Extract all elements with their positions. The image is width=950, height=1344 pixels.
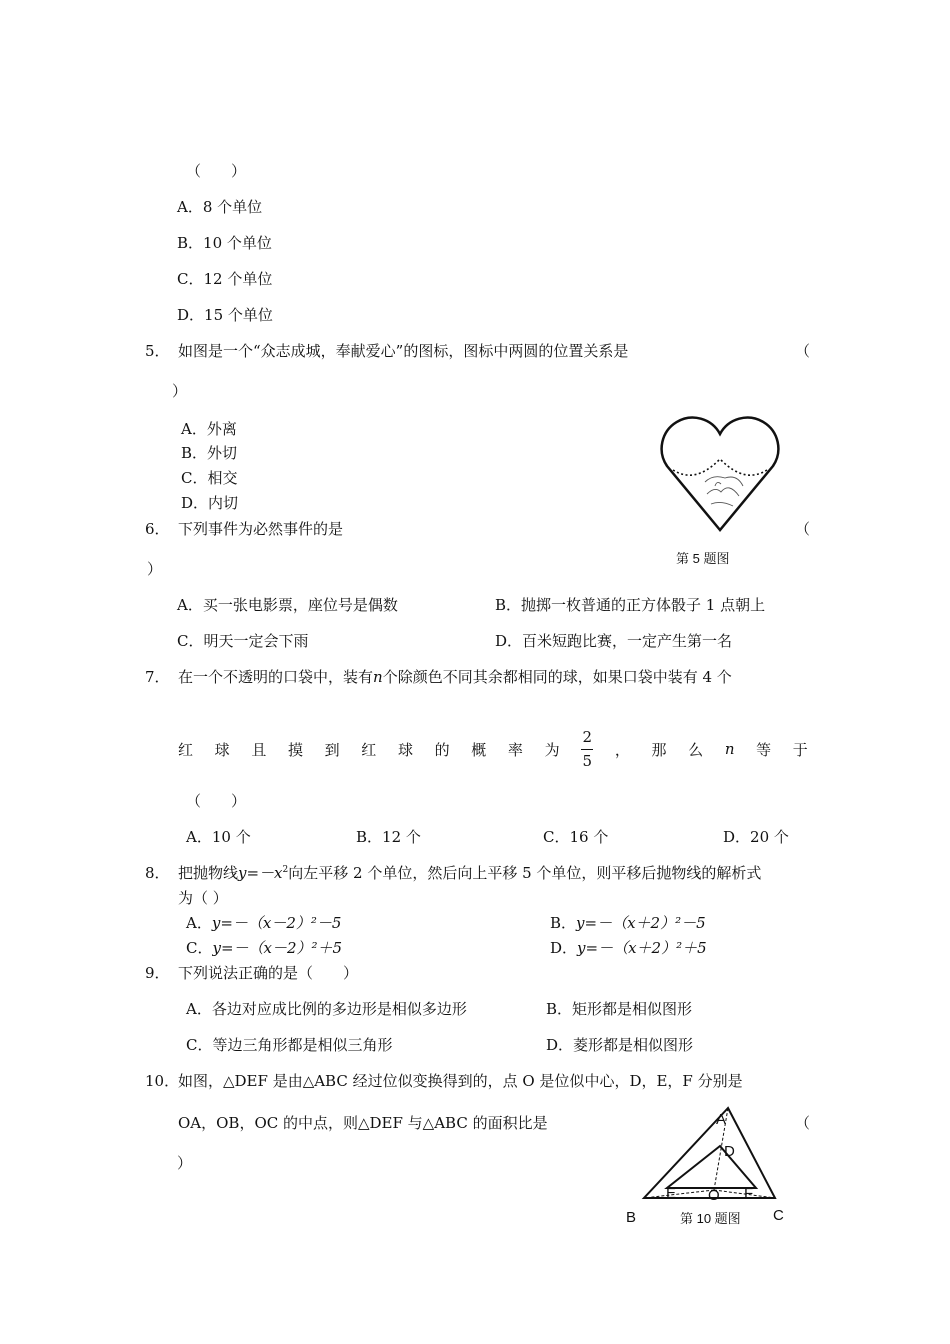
q8-option-d-expr: y=－（x＋2）²＋5 [577,939,707,957]
q4-option-c: C．12 个单位 [177,270,273,288]
q7-char: 率 [507,740,523,759]
q8-option-b-label: B． [550,914,577,932]
q5-figure-caption: 第 5 题图 [676,551,730,566]
q8-option-c [186,941,342,956]
q10-stem-line2: OA，OB，OC 的中点，则△DEF 与△ABC 的面积比是 [178,1114,548,1132]
q6-paren-close: ） [147,560,163,578]
label-a: A [716,1111,727,1128]
hands-sketch [705,477,743,506]
q5-option-b: B．外切 [181,444,238,462]
q8-stem-part-b: 向左平移 2 个单位，然后向上平移 5 个单位，则平移后抛物线的解析式 [288,864,762,882]
q9-number: 9． [145,964,170,982]
q8-option-c-expr: y=－（x－2）²＋5 [212,939,343,957]
q5-option-a: A．外离 [181,420,237,438]
q7-char: 球 [397,740,413,759]
q7-char: 且 [251,740,267,759]
q8-option-a [186,916,341,931]
q10-figure-caption: 第 10 题图 [680,1211,741,1226]
q5-number: 5． [145,342,170,360]
q5-option-c: C．相交 [181,469,238,487]
q7-stem-part-a: 在一个不透明的口袋中，装有 [178,668,374,686]
q7-char: ， [614,740,630,759]
q6-stem: 下列事件为必然事件的是 [178,520,344,538]
q9-stem: 下列说法正确的是（ ） [178,964,359,982]
q7-stem-line2 [178,726,808,772]
q8-stem-part-a: 把抛物线 [178,864,239,882]
q10-paren-close: ） [177,1154,193,1172]
q7-option-c: C．16 个 [543,828,609,846]
q5-paren-close: ） [172,382,188,400]
q5-stem: 如图是一个“众志成城，奉献爱心”的图标，图标中两圆的位置关系是 [178,342,629,360]
q6-option-b: B．抛掷一枚普通的正方体骰子 1 点朝上 [495,596,766,614]
q8-exponent: 2 [282,865,289,875]
label-c: C [773,1207,784,1224]
q9-option-d: D．菱形都是相似图形 [546,1036,694,1054]
q8-option-a-label: A． [186,914,212,932]
q10-paren-open: （ [795,1114,811,1132]
q8-option-b-expr: y=－（x＋2）²－5 [576,914,706,932]
q7-option-d: D．20 个 [723,828,789,846]
q7-char: 到 [324,740,340,759]
q4-answer-paren: （ ） [186,162,247,180]
q7-fraction-bar [581,749,593,750]
left-circle-dotted-arc [673,460,719,475]
label-b: B [626,1209,637,1226]
q9-option-b: B．矩形都是相似图形 [546,1000,693,1018]
label-e: E [666,1185,677,1202]
q6-option-a: A．买一张电影票，座位号是偶数 [177,596,398,614]
q7-number: 7． [145,668,170,686]
right-circle-dotted-arc [721,460,767,475]
q6-option-d: D．百米短跑比赛，一定产生第一名 [495,632,733,650]
q7-char: 概 [471,740,487,759]
q7-answer-paren: （ ） [186,792,247,810]
q9-option-a: A．各边对应成比例的多边形是相似多边形 [186,1000,467,1018]
q7-variable-n: n [724,740,735,758]
q7-char: 等 [756,740,772,759]
q6-option-c: C．明天一定会下雨 [177,632,309,650]
q7-char: 的 [434,740,450,759]
q7-char: 红 [361,740,377,759]
q5-paren-open: （ [795,342,811,360]
q8-number: 8． [145,864,170,882]
label-f: F [744,1185,754,1202]
q8-option-b [550,916,706,931]
q7-char: 球 [214,740,230,759]
q8-stem-line2: 为（ ） [178,889,228,907]
q8-stem-line1 [178,866,761,881]
q8-option-a-expr: y=－（x－2）²－5 [211,914,342,932]
q7-char: 为 [544,740,560,759]
q7-char: 那 [651,740,667,759]
q4-option-b: B．10 个单位 [177,234,272,252]
q7-fraction-numerator: 2 [582,727,592,746]
label-o: O [708,1187,720,1204]
q6-number: 6． [145,520,170,538]
triangle-def [667,1146,756,1188]
q7-variable-n: n [373,668,383,686]
q6-paren-open: （ [795,520,811,538]
q7-char: 红 [178,740,194,759]
heart-logo-figure [655,412,785,537]
q7-char: 么 [688,740,704,759]
q7-fraction-denominator: 5 [582,751,592,770]
q7-option-a: A．10 个 [186,828,251,846]
q10-stem-line1: 如图，△DEF 是由△ABC 经过位似变换得到的，点 O 是位似中心，D，E，F 分别是 [178,1072,743,1090]
q7-char: 摸 [287,740,303,759]
q8-option-d-label: D． [550,939,578,957]
q4-option-a: A．8 个单位 [177,198,263,216]
q5-option-d: D．内切 [181,494,239,512]
q8-expression: y=－x [238,864,283,882]
q7-char: 于 [792,740,808,759]
segment-ob-dashed [644,1190,714,1198]
q9-option-c: C．等边三角形都是相似三角形 [186,1036,393,1054]
heart-outline [662,418,779,530]
q8-option-c-label: C． [186,939,213,957]
label-d: D [724,1143,735,1160]
q7-stem-part-b: 个除颜色不同其余都相同的球，如果口袋中装有 4 个 [382,668,732,686]
triangle-abc [644,1108,775,1198]
q7-stem-line1 [178,670,732,685]
q4-option-d: D．15 个单位 [177,306,273,324]
q7-fraction [581,727,593,770]
q7-option-b: B．12 个 [356,828,421,846]
q8-option-d [550,941,707,956]
q10-number: 10． [145,1072,180,1090]
